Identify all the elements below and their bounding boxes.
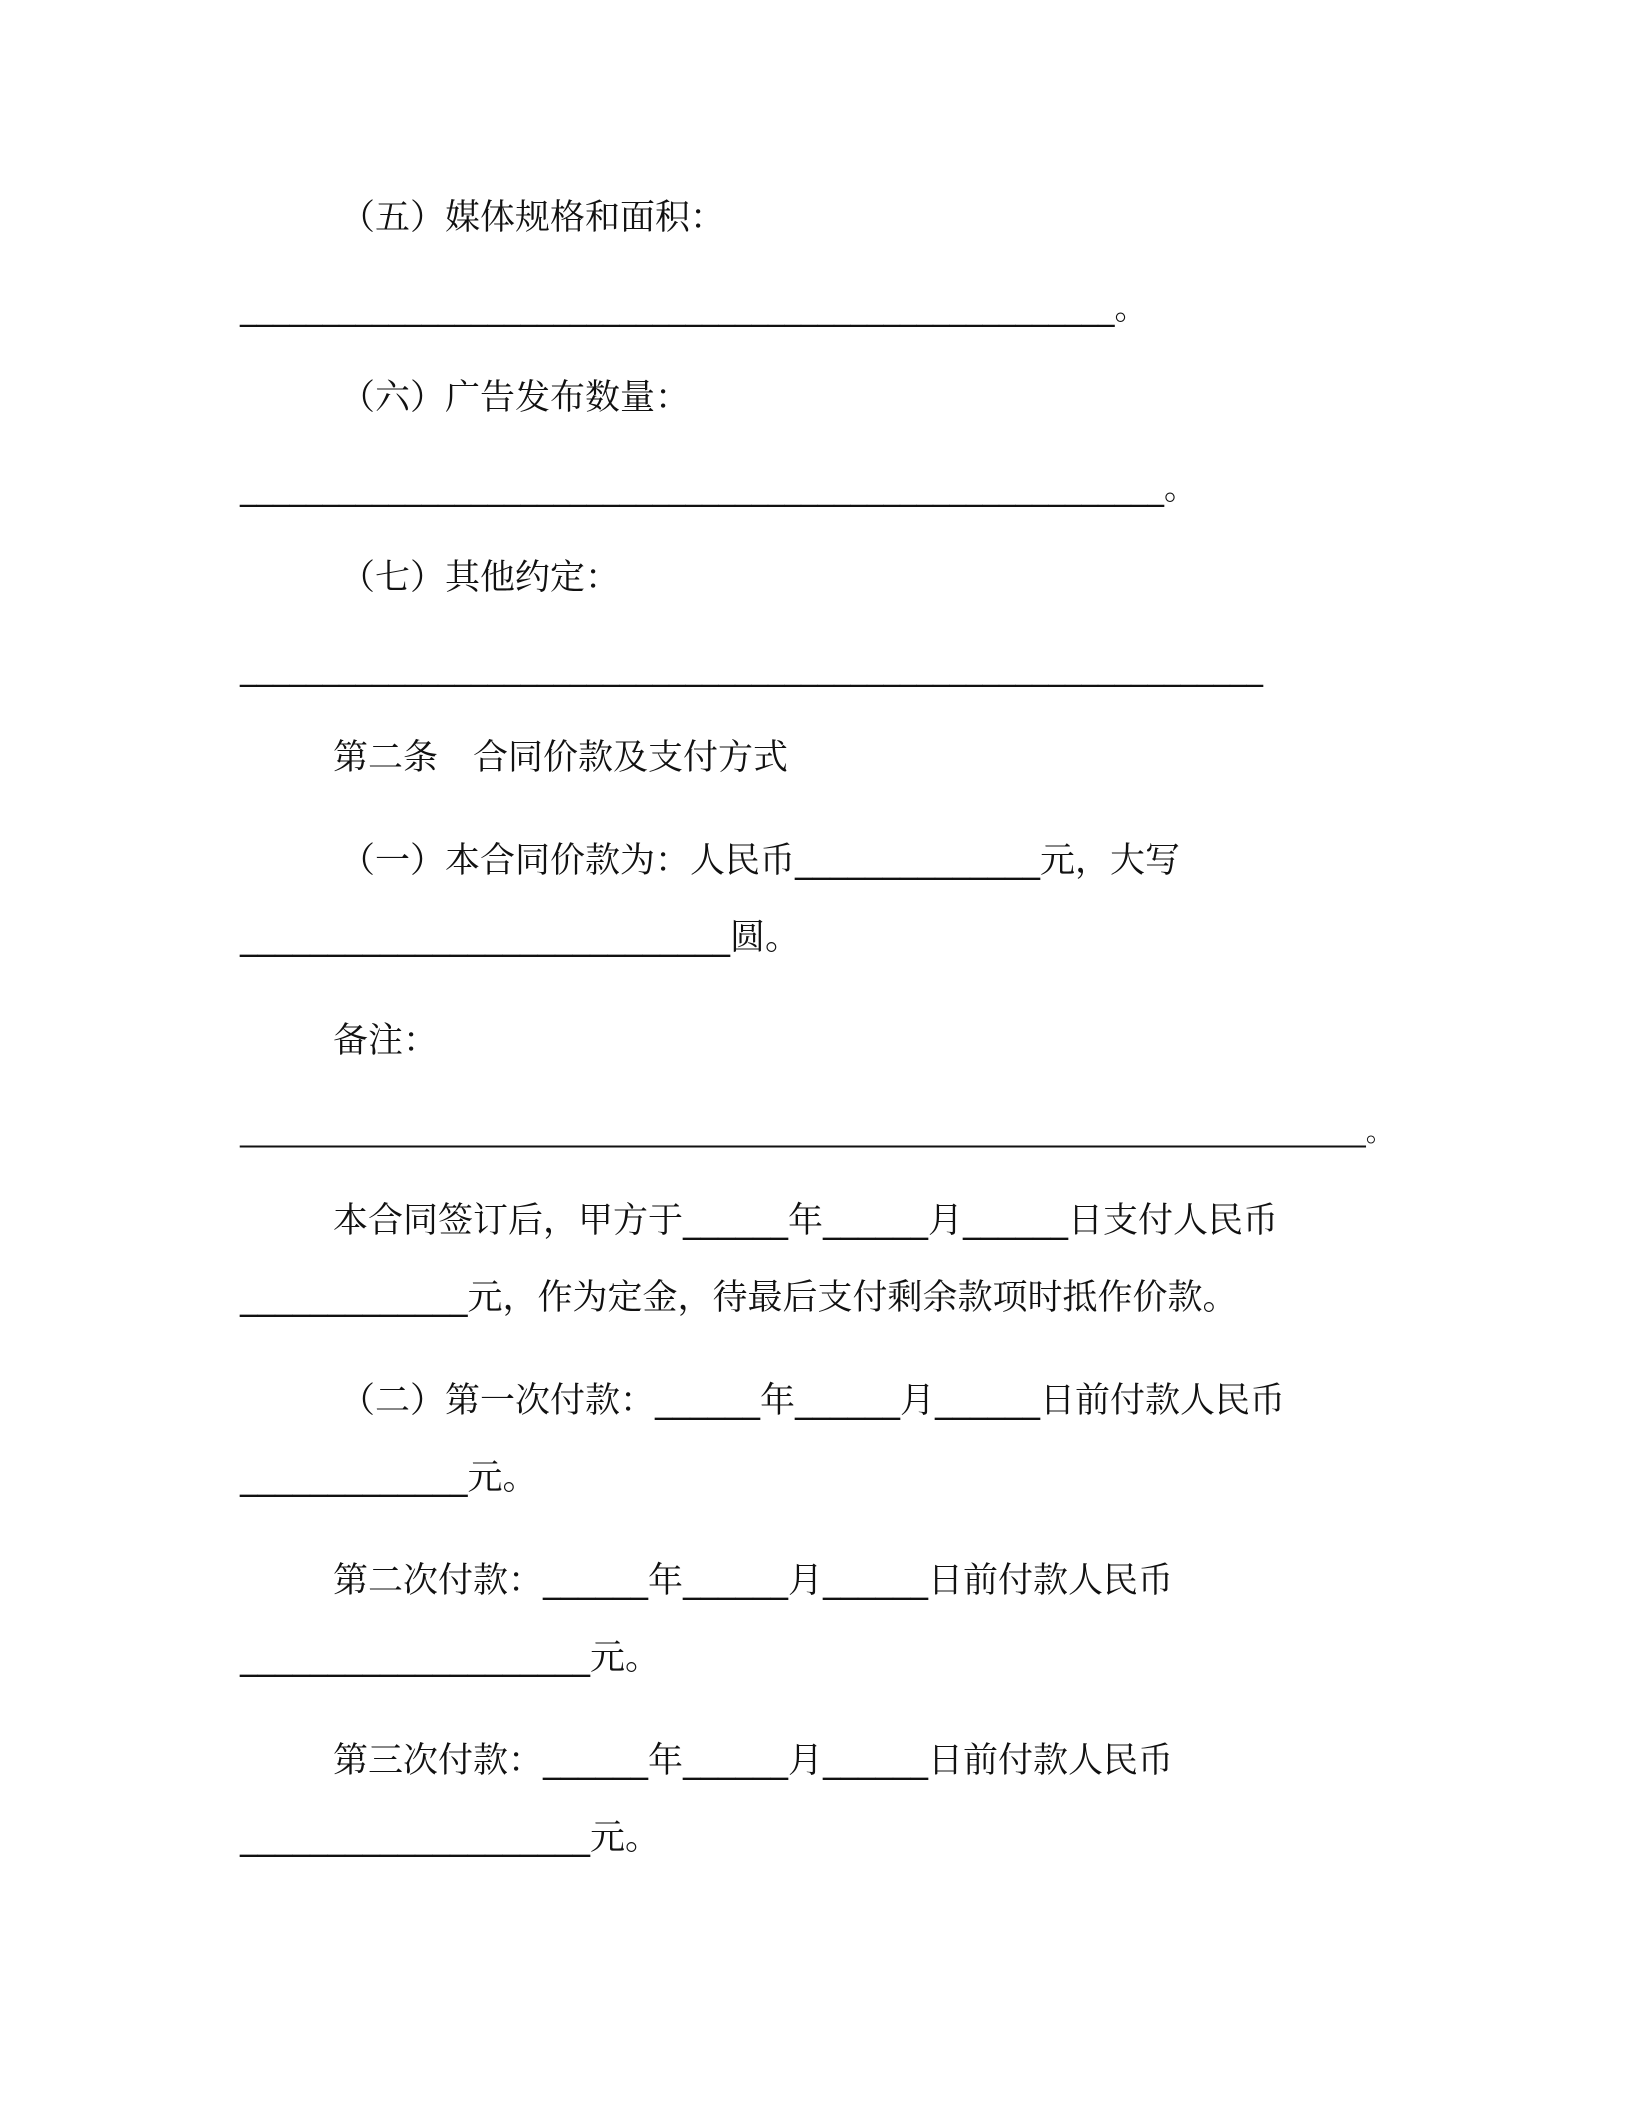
remark-blank: _______________________________________________________________________________。 [240, 1115, 1395, 1148]
price-line-2: ____________________________圆。 [240, 918, 801, 958]
clause-5-heading: （五）媒体规格和面积： [340, 198, 726, 238]
payment-1-line-2: _____________元。 [240, 1458, 538, 1498]
deposit-line-1: 本合同签订后，甲方于______年______月______日支付人民币 [333, 1201, 1279, 1241]
price-line-1: （一）本合同价款为：人民币______________元，大写 [340, 841, 1181, 881]
payment-2-line-1: 第二次付款：______年______月______日前付款人民币 [333, 1561, 1174, 1601]
payment-3-line-2: ____________________元。 [240, 1818, 661, 1858]
article-2-heading: 第二条 合同价款及支付方式 [333, 738, 789, 778]
payment-2-line-2: ____________________元。 [240, 1638, 661, 1678]
remark-label: 备注： [333, 1021, 439, 1061]
payment-3-line-1: 第三次付款：______年______月______日前付款人民币 [333, 1741, 1174, 1781]
clause-6-blank: ________________________________________________________。 [240, 468, 1197, 507]
deposit-line-2: _____________元，作为定金，待最后支付剩余款项时抵作价款。 [240, 1278, 1238, 1318]
clause-6-heading: （六）广告发布数量： [340, 378, 691, 418]
clause-7-blank: ______________________________________________________________ [240, 648, 1263, 687]
payment-1-line-1: （二）第一次付款：______年______月______日前付款人民币 [340, 1381, 1286, 1421]
clause-5-blank: _____________________________________________________。 [240, 288, 1148, 327]
clause-7-heading: （七）其他约定： [340, 558, 621, 598]
